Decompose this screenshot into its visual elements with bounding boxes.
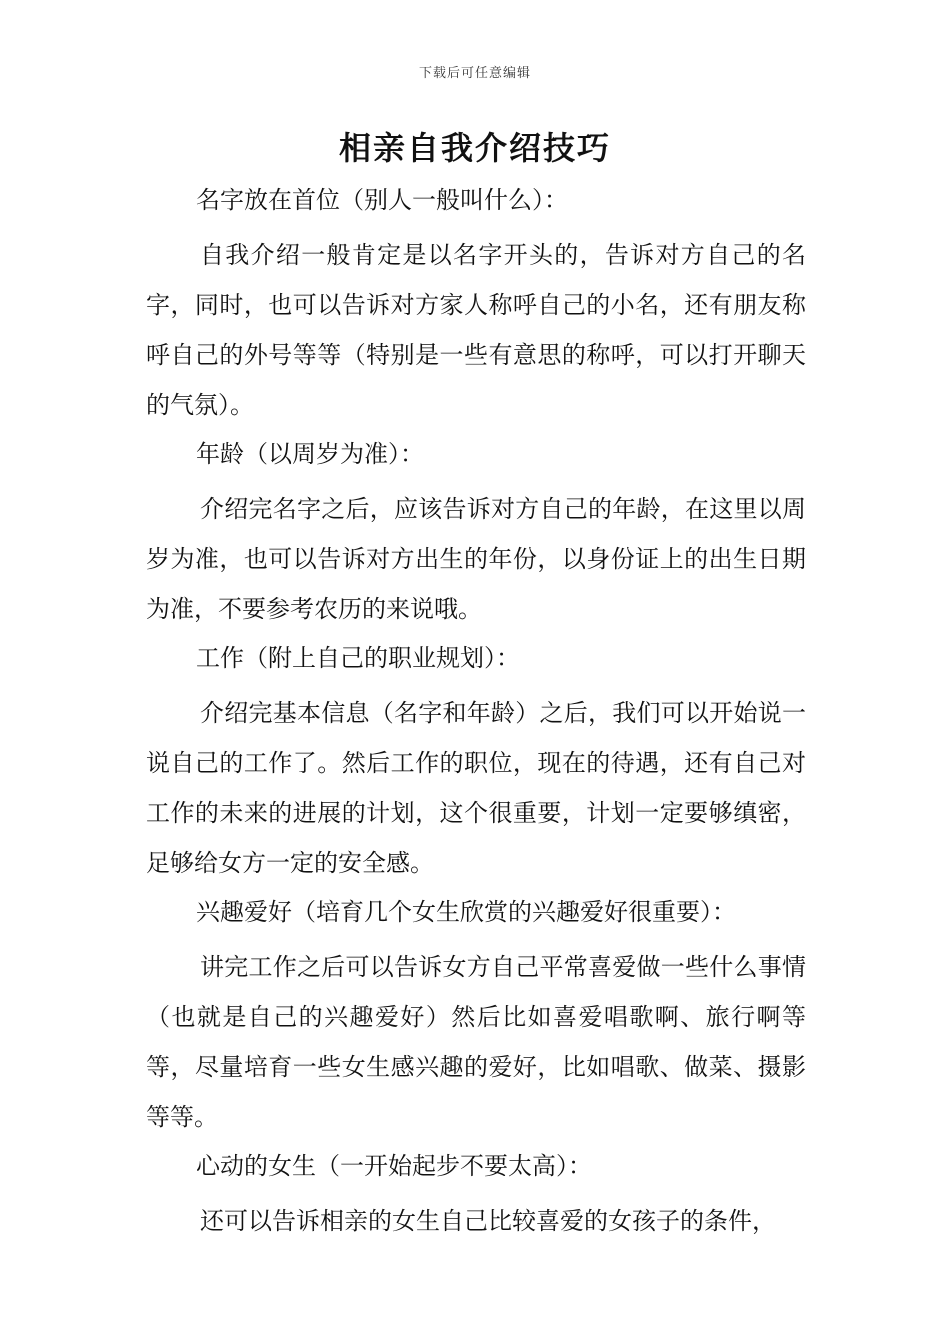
section-heading-work: 工作（附上自己的职业规划）： [196, 644, 520, 672]
section-heading-name: 名字放在首位（别人一般叫什么）： [196, 186, 568, 214]
section-text-hobbies: 讲完工作之后可以告诉女方自己平常喜爱做一些什么事情（也就是自己的兴趣爱好）然后比如喜爱唱歌啊、旅行啊等等，尽量培育一些女生感兴趣的爱好，比如唱歌、做菜、摄影等等。 [146, 953, 806, 1131]
section-heading-hobbies: 兴趣爱好（培育几个女生欣赏的兴趣爱好很重要）： [196, 898, 736, 926]
section-text-ideal-partner: 还可以告诉相亲的女生自己比较喜爱的女孩子的条件， [200, 1207, 776, 1235]
header-note: 下载后可任意编辑 [418, 66, 531, 81]
page-title: 相亲自我介绍技巧 [338, 129, 611, 167]
section-text-name: 自我介绍一般肯定是以名字开头的，告诉对方自己的名字，同时，也可以告诉对方家人称呼自己的小名，还有朋友称呼自己的外号等等（特别是一些有意思的称呼，可以打开聊天的气氛）。 [146, 241, 806, 419]
section-heading-age: 年龄（以周岁为准）： [196, 440, 424, 468]
section-text-age: 介绍完名字之后，应该告诉对方自己的年龄，在这里以周岁为准，也可以告诉对方出生的年份，以身份证上的出生日期为准，不要参考农历的来说哦。 [146, 495, 806, 623]
section-heading-ideal-partner: 心动的女生（一开始起步不要太高）： [196, 1152, 592, 1180]
section-text-work: 介绍完基本信息（名字和年龄）之后，我们可以开始说一说自己的工作了。然后工作的职位，现在的待遇，还有自己对工作的未来的进展的计划，这个很重要，计划一定要够缜密，足够给女方一定的安全感。 [146, 699, 806, 877]
document-body [146, 180, 806, 1250]
